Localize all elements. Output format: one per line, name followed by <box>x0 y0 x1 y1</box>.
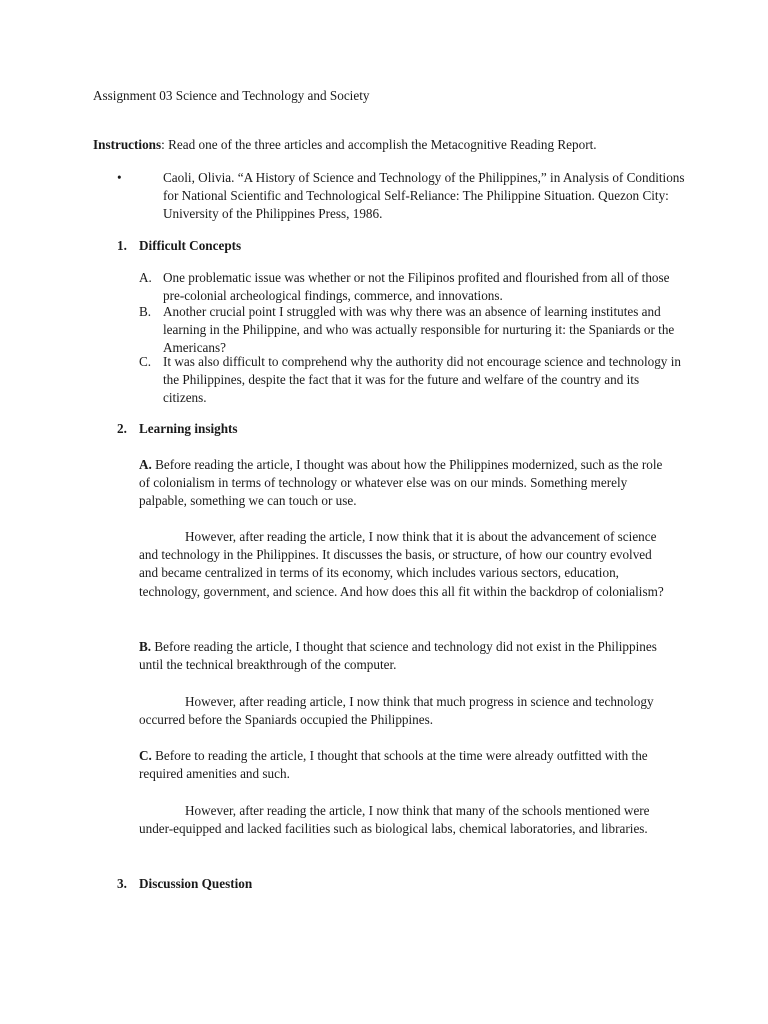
concept-item-b <box>139 303 679 357</box>
insight-label: C. <box>139 748 152 763</box>
bullet-icon: • <box>117 170 122 185</box>
citation-text: Caoli, Olivia. “A History of Science and Technology of the Philippines,” in Analysis of Conditions for National Scientific and Technological Self-Reliance: The Philippine Situation. Quezon City: University of the Philippines Press, 1986. <box>163 170 685 221</box>
insight-c-before <box>139 747 673 783</box>
insight-label: B. <box>139 639 152 654</box>
instructions-paragraph <box>93 136 693 154</box>
insight-before-text: Before reading the article, I thought was about how the Philippines modernized, such as the role of colonialism in terms of technology or whatever else was on our minds. Something merely palpable, something we can touch or use. <box>139 457 663 509</box>
concept-item-a <box>139 269 679 305</box>
insight-label: A. <box>139 457 152 472</box>
document-title: Assignment 03 Science and Technology and Society <box>93 88 370 103</box>
concept-text: It was also difficult to comprehend why the authority did not encourage science and technology in the Philippines, despite the fact that it was for the future and welfare of the country and its citizens. <box>163 354 681 405</box>
concept-letter: B. <box>139 304 152 319</box>
insight-before-text: Before reading the article, I thought that science and technology did not exist in the Philippines until the technical breakthrough of the computer. <box>139 639 657 673</box>
insight-b-before <box>139 638 673 674</box>
insight-a-before <box>139 456 673 511</box>
instructions-label: Instructions <box>93 137 162 152</box>
section-number: 3. <box>117 876 127 891</box>
insight-a-after: However, after reading the article, I now think that it is about the advancement of science and technology in the Philippines. It discusses the basis, or structure, of how our country evolved and became centralized in terms of its economy, which includes various sectors, education, technology, government, and science. And how does this all fit within the backdrop of colonialism? <box>139 529 664 599</box>
insight-before-text: Before to reading the article, I thought that schools at the time were already outfitted with the required amenities and such. <box>139 748 648 782</box>
concept-text: Another crucial point I struggled with was why there was an absence of learning institutes and learning in the Philippine, and who was actually responsible for nurturing it: the Spaniards or the Americans? <box>163 304 675 355</box>
concept-letter: C. <box>139 354 152 369</box>
insight-b-after: However, after reading article, I now think that much progress in science and technology occurred before the Spaniards occupied the Philippines. <box>139 694 654 728</box>
section-title: Discussion Question <box>139 876 253 891</box>
instructions-text: : Read one of the three articles and accomplish the Metacognitive Reading Report. <box>161 137 597 152</box>
concept-text: One problematic issue was whether or not the Filipinos profited and flourished from all of those pre-colonial archeological findings, commerce, and innovations. <box>163 270 670 303</box>
section-number: 2. <box>117 421 127 436</box>
insight-c-after: However, after reading the article, I now think that many of the schools mentioned were under-equipped and lacked facilities such as biological labs, chemical laboratories, and libraries. <box>139 803 650 837</box>
section-title: Learning insights <box>139 421 238 436</box>
concept-item-c <box>139 353 679 407</box>
section-heading-learning-insights <box>117 420 517 438</box>
section-title: Difficult Concepts <box>139 238 242 253</box>
section-heading-difficult-concepts <box>117 237 517 255</box>
section-number: 1. <box>117 238 127 253</box>
section-heading-discussion-question <box>117 875 517 893</box>
concept-letter: A. <box>139 270 152 285</box>
